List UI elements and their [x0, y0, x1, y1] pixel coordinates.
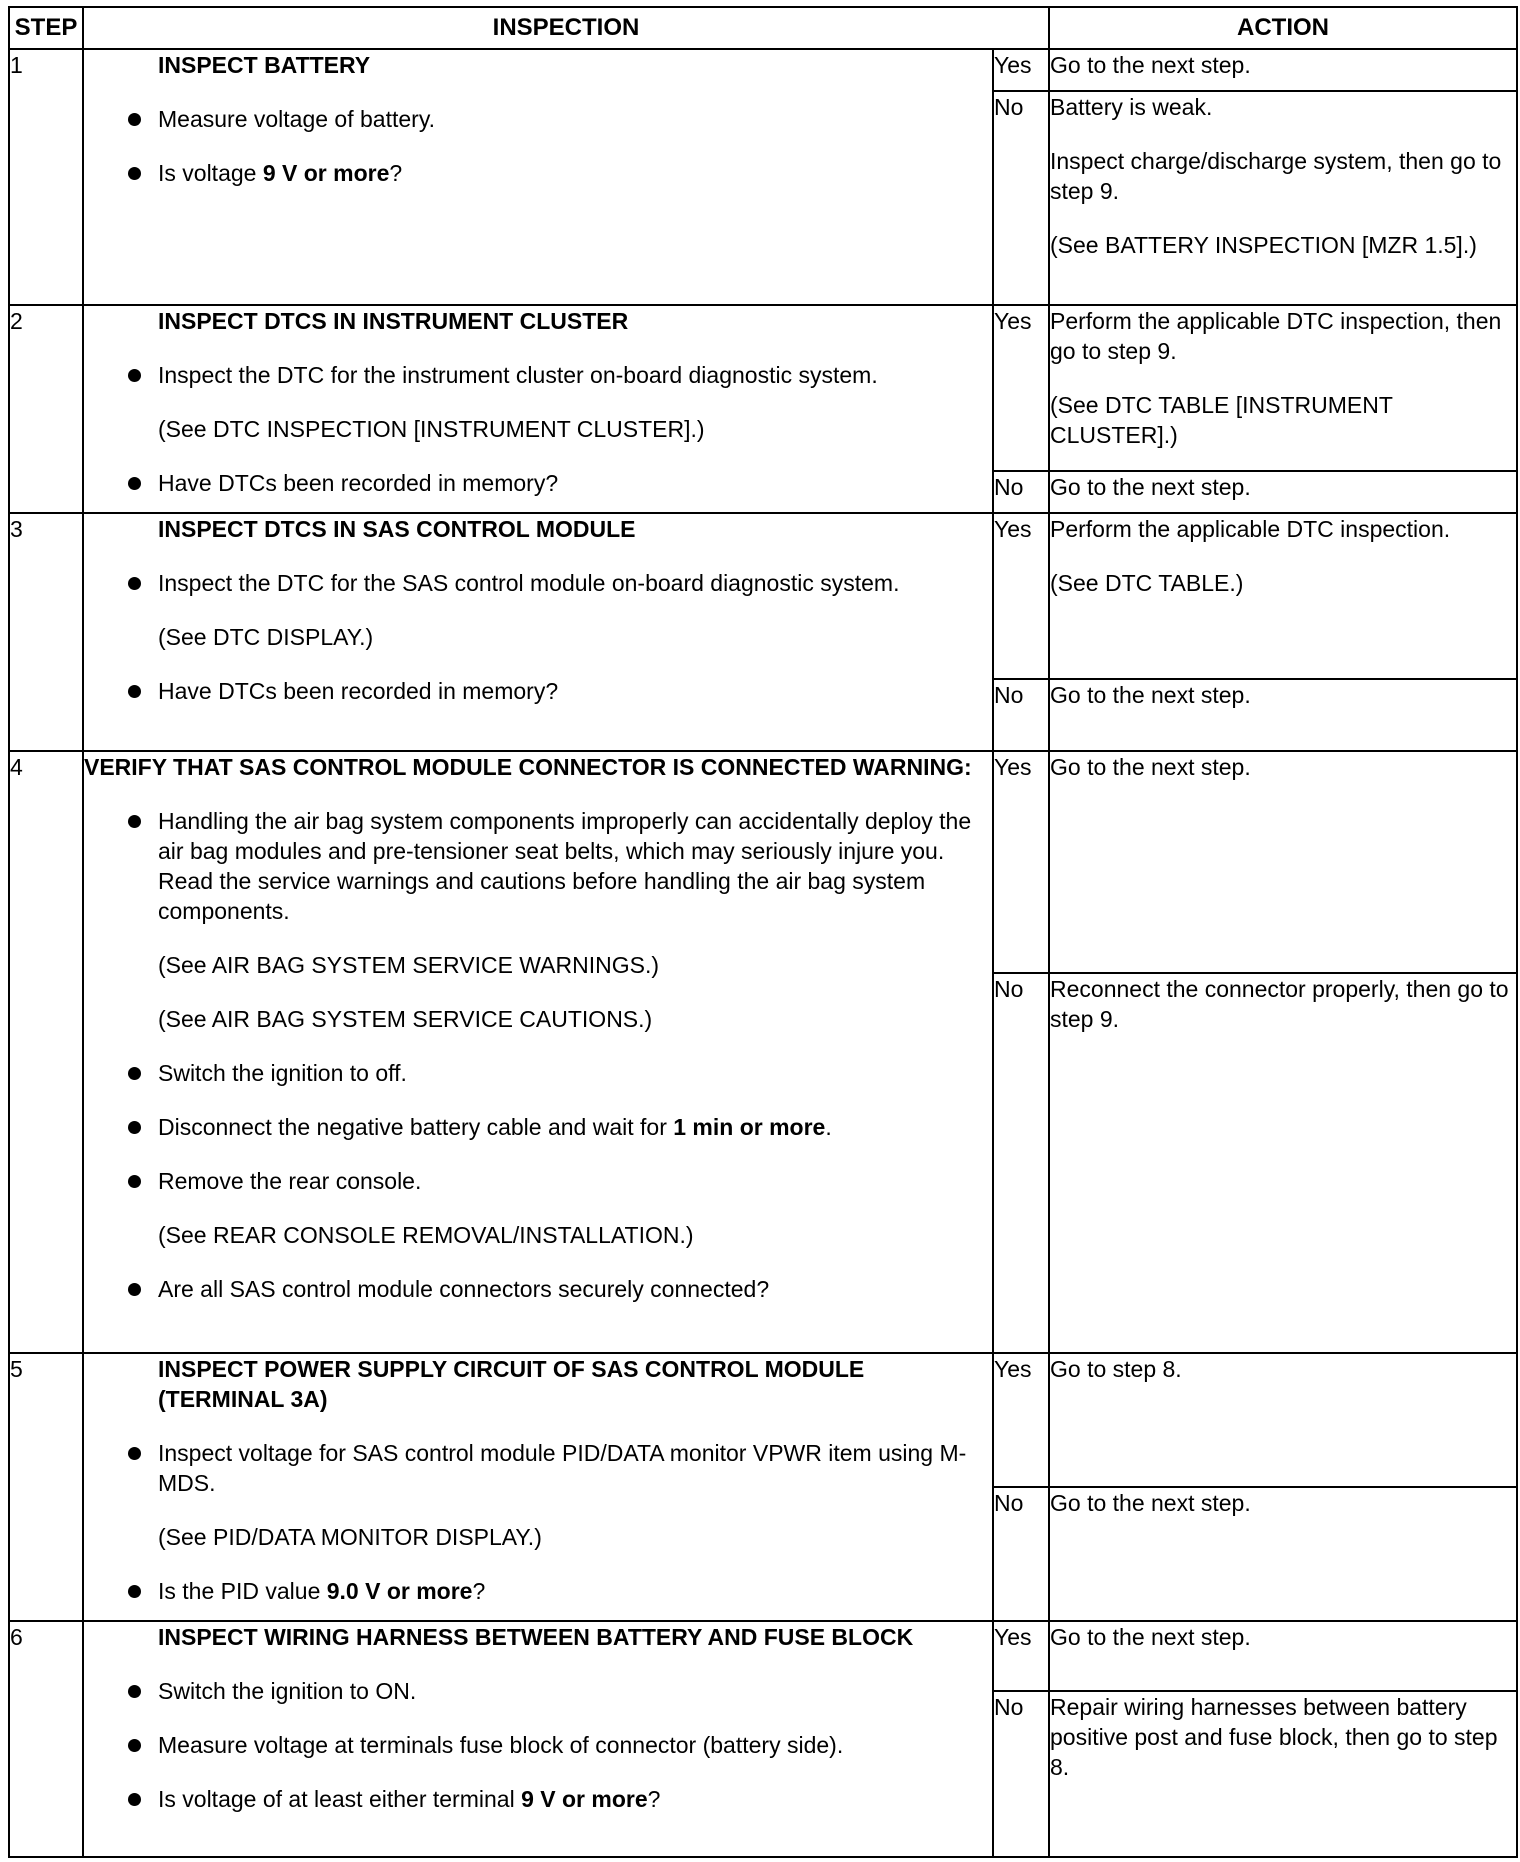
bullet-item: Is voltage 9 V or more?	[84, 158, 992, 188]
no-action: Go to the next step.	[1049, 471, 1517, 513]
yes-action: Go to the next step.	[1049, 751, 1517, 973]
bullet-item: Is voltage of at least either terminal 9 V or more?	[84, 1784, 992, 1814]
no-label: No	[993, 679, 1049, 751]
step-title: INSPECT BATTERY	[158, 52, 371, 78]
header-inspection: INSPECTION	[83, 7, 1049, 49]
step-6-inspection	[83, 1621, 993, 1857]
bullet-item: Is the PID value 9.0 V or more?	[84, 1576, 992, 1606]
yes-label: Yes	[993, 305, 1049, 471]
step-1-inspection	[83, 49, 993, 305]
step-title: INSPECT DTCS IN INSTRUMENT CLUSTER	[158, 308, 629, 334]
reference-note: (See PID/DATA MONITOR DISPLAY.)	[158, 1524, 542, 1550]
reference-note: (See REAR CONSOLE REMOVAL/INSTALLATION.)	[158, 1222, 694, 1248]
bullet-item: Inspect voltage for SAS control module PID/DATA monitor VPWR item using M-MDS.	[84, 1438, 992, 1498]
yes-label: Yes	[993, 1621, 1049, 1691]
step-1-yes-row	[9, 49, 1517, 91]
yes-action: Go to the next step.	[1049, 1621, 1517, 1691]
header-action: ACTION	[1049, 7, 1517, 49]
step-4-yes-row	[9, 751, 1517, 973]
yes-action: Go to the next step.	[1049, 49, 1517, 91]
yes-label: Yes	[993, 1353, 1049, 1487]
no-label: No	[993, 1691, 1049, 1857]
diagnostic-table	[8, 6, 1518, 1858]
step-title: INSPECT WIRING HARNESS BETWEEN BATTERY AND FUSE BLOCK	[158, 1624, 914, 1650]
header-row	[9, 7, 1517, 49]
bullet-item: Disconnect the negative battery cable and wait for 1 min or more.	[84, 1112, 992, 1142]
no-label: No	[993, 973, 1049, 1353]
reference-note: (See AIR BAG SYSTEM SERVICE WARNINGS.)	[158, 952, 660, 978]
bullet-item: Measure voltage of battery.	[84, 104, 992, 134]
bullet-item: Switch the ignition to ON.	[84, 1676, 992, 1706]
step-3-yes-row	[9, 513, 1517, 679]
yes-action: Go to step 8.	[1049, 1353, 1517, 1487]
step-5-inspection	[83, 1353, 993, 1621]
step-number: 4	[9, 751, 83, 1353]
no-action: Repair wiring harnesses between battery positive post and fuse block, then go to step 8.	[1049, 1691, 1517, 1857]
bullet-item: Have DTCs been recorded in memory?	[84, 676, 992, 706]
bullet-item: Handling the air bag system components improperly can accidentally deploy the air bag modules and pre-tensioner seat belts, which may seriously injure you. Read the service warnings and cautions before handling the air bag system components.	[84, 806, 992, 926]
yes-action: Perform the applicable DTC inspection, then go to step 9. (See DTC TABLE [INSTRUMENT CLUSTER].)	[1049, 305, 1517, 471]
header-step: STEP	[9, 7, 83, 49]
step-number: 3	[9, 513, 83, 751]
step-number: 5	[9, 1353, 83, 1621]
no-label: No	[993, 1487, 1049, 1621]
step-4-inspection	[83, 751, 993, 1353]
bullet-item: Inspect the DTC for the instrument cluster on-board diagnostic system.	[84, 360, 992, 390]
step-3-inspection	[83, 513, 993, 751]
bullet-item: Are all SAS control module connectors securely connected?	[84, 1274, 992, 1304]
no-action: Battery is weak. Inspect charge/discharge system, then go to step 9. (See BATTERY INSPECTION [MZR 1.5].)	[1049, 91, 1517, 305]
step-number: 6	[9, 1621, 83, 1857]
step-title: INSPECT POWER SUPPLY CIRCUIT OF SAS CONTROL MODULE (TERMINAL 3A)	[158, 1356, 865, 1412]
bullet-item: Remove the rear console.	[84, 1166, 992, 1196]
step-title: INSPECT DTCS IN SAS CONTROL MODULE	[158, 516, 636, 542]
bullet-item: Inspect the DTC for the SAS control module on-board diagnostic system.	[84, 568, 992, 598]
yes-label: Yes	[993, 513, 1049, 679]
step-title: VERIFY THAT SAS CONTROL MODULE CONNECTOR IS CONNECTED WARNING:	[84, 754, 972, 780]
yes-action: Perform the applicable DTC inspection. (See DTC TABLE.)	[1049, 513, 1517, 679]
bullet-item: Measure voltage at terminals fuse block of connector (battery side).	[84, 1730, 992, 1760]
diagnostic-procedure-document	[8, 6, 1516, 1856]
reference-note: (See DTC DISPLAY.)	[158, 624, 374, 650]
no-label: No	[993, 471, 1049, 513]
step-number: 1	[9, 49, 83, 305]
no-action: Go to the next step.	[1049, 679, 1517, 751]
bullet-item: Have DTCs been recorded in memory?	[84, 468, 992, 498]
no-action: Go to the next step.	[1049, 1487, 1517, 1621]
no-action: Reconnect the connector properly, then go to step 9.	[1049, 973, 1517, 1353]
reference-note: (See DTC INSPECTION [INSTRUMENT CLUSTER].)	[158, 416, 705, 442]
yes-label: Yes	[993, 751, 1049, 973]
bullet-item: Switch the ignition to off.	[84, 1058, 992, 1088]
no-label: No	[993, 91, 1049, 305]
step-2-inspection	[83, 305, 993, 513]
reference-note: (See AIR BAG SYSTEM SERVICE CAUTIONS.)	[158, 1006, 653, 1032]
yes-label: Yes	[993, 49, 1049, 91]
step-2-yes-row	[9, 305, 1517, 471]
step-6-yes-row	[9, 1621, 1517, 1691]
step-5-yes-row	[9, 1353, 1517, 1487]
step-number: 2	[9, 305, 83, 513]
